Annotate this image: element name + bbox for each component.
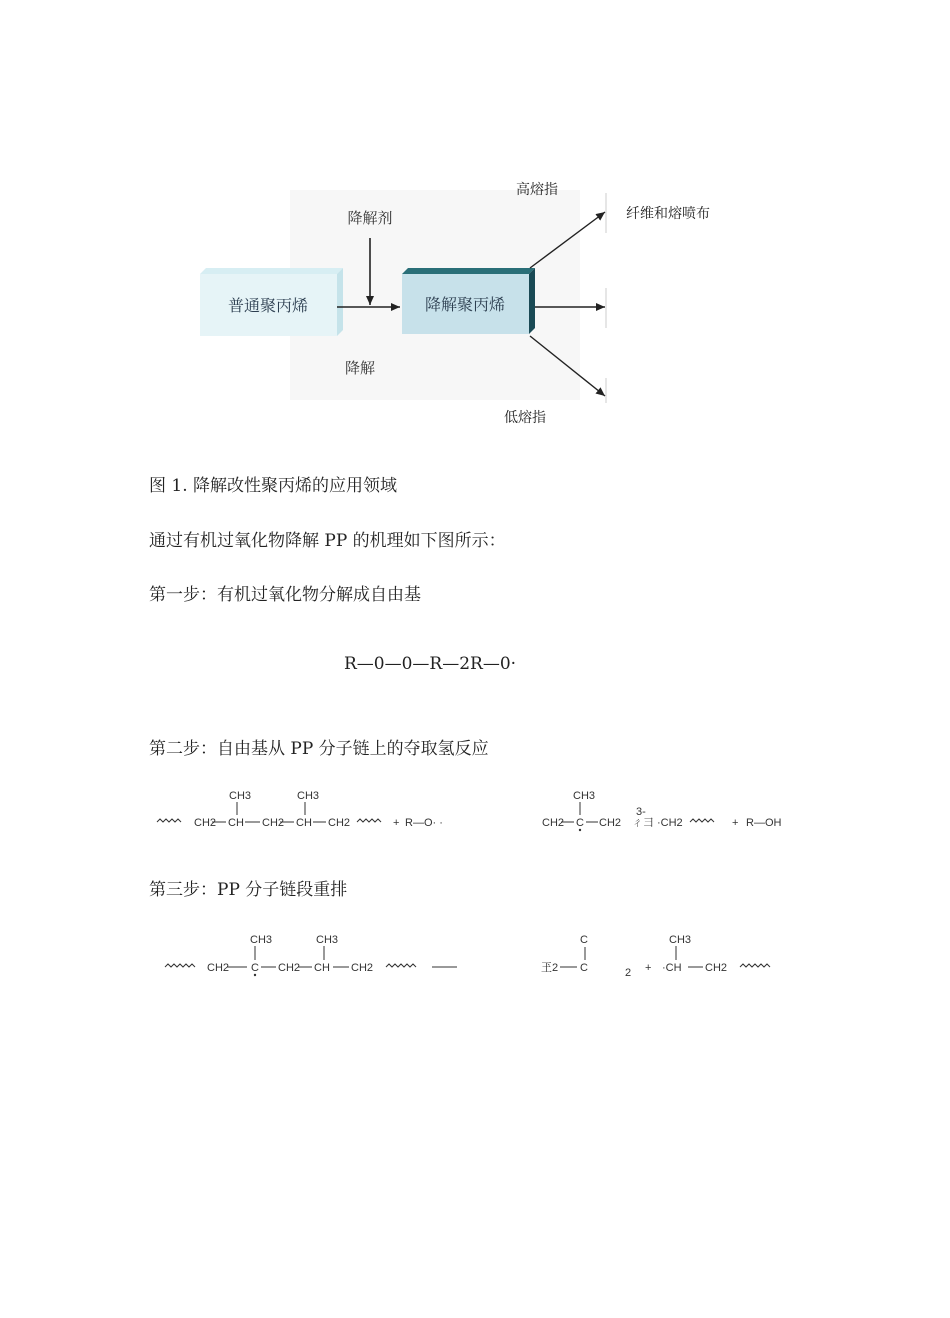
step2-right-ch2-c: CH2	[599, 817, 622, 829]
step2-left-ch2-e: CH2	[328, 817, 351, 829]
step2-right-plus: +	[732, 817, 739, 829]
wavy-bond-icon	[740, 964, 770, 967]
figure-caption: 图 1. 降解改性聚丙烯的应用领域	[149, 476, 398, 496]
step3-left-c-b: C	[251, 962, 259, 974]
step1-equation: R—0—0—R—2R—0·	[344, 654, 517, 674]
box-ordinary-pp	[200, 268, 343, 336]
step3-right-ch2-b: CH2	[705, 962, 728, 974]
wavy-bond-icon	[357, 819, 381, 822]
step3-left-ch-d: CH	[314, 962, 330, 974]
step3-right-frag: 玊2	[541, 962, 559, 974]
step2-left-ch-b: CH	[228, 817, 244, 829]
step3-left	[165, 934, 457, 976]
step3-left-ch3-b: CH3	[316, 934, 339, 946]
step2-left	[157, 790, 443, 829]
step2-left-ch-d: CH	[296, 817, 312, 829]
step3-left-ch2-a: CH2	[207, 962, 230, 974]
step3-right-ch-a: ·CH	[662, 962, 682, 974]
step3-left-ch3-a: CH3	[250, 934, 273, 946]
step3-right-sub2: 2	[625, 967, 632, 979]
step2-left-radical: R—O· ·	[405, 817, 443, 829]
step2-title: 第二步：自由基从 PP 分子链上的夺取氢反应	[149, 739, 489, 759]
wavy-bond-icon	[690, 819, 714, 822]
step2-left-ch3-a: CH3	[229, 790, 252, 802]
step2-left-ch2-c: CH2	[262, 817, 285, 829]
box-degraded-pp	[402, 268, 535, 334]
box-degraded-pp-label: 降解聚丙烯	[424, 295, 506, 314]
step2-right-frag-sup: 3-	[636, 806, 646, 818]
step3-right-c: C	[580, 962, 588, 974]
step2-right-ch2-a: CH2	[542, 817, 565, 829]
wavy-bond-icon	[157, 819, 181, 822]
step2-left-ch3-b: CH3	[297, 790, 320, 802]
step2-right-product: R—OH	[746, 817, 782, 829]
step2-reaction	[0, 780, 950, 840]
process-label: 降解	[344, 359, 376, 377]
step2-right-ch3: CH3	[573, 790, 596, 802]
step2-right	[542, 790, 782, 831]
wavy-bond-icon	[165, 964, 195, 967]
degradation-diagram	[0, 0, 950, 440]
step2-left-plus: +	[393, 817, 400, 829]
agent-label: 降解剂	[347, 209, 393, 227]
step3-right-plus: +	[645, 962, 652, 974]
step1-title: 第一步：有机过氧化物分解成自由基	[149, 585, 421, 605]
output-top-label: 纤维和熔喷布	[626, 206, 710, 222]
step3-right-ch3: CH3	[669, 934, 692, 946]
step2-left-ch2-a: CH2	[194, 817, 217, 829]
wavy-bond-icon	[386, 964, 416, 967]
step3-title: 第三步：PP 分子链段重排	[149, 880, 348, 900]
step3-reaction	[0, 925, 950, 985]
step2-right-ch2-d: ·CH2	[657, 817, 683, 829]
step3-right-top-c: C	[580, 934, 588, 946]
step2-right-c-b: C	[576, 817, 584, 829]
high-mfi-label: 高熔指	[516, 182, 558, 198]
box-ordinary-pp-label: 普通聚丙烯	[227, 296, 309, 315]
step3-left-ch2-c: CH2	[278, 962, 301, 974]
step3-right	[541, 934, 770, 979]
low-mfi-label: 低熔指	[504, 410, 546, 426]
step3-left-ch2-e: CH2	[351, 962, 374, 974]
intro-text: 通过有机过氧化物降解 PP 的机理如下图所示：	[149, 531, 506, 551]
step2-right-frag: ㄔ彐	[632, 817, 654, 829]
